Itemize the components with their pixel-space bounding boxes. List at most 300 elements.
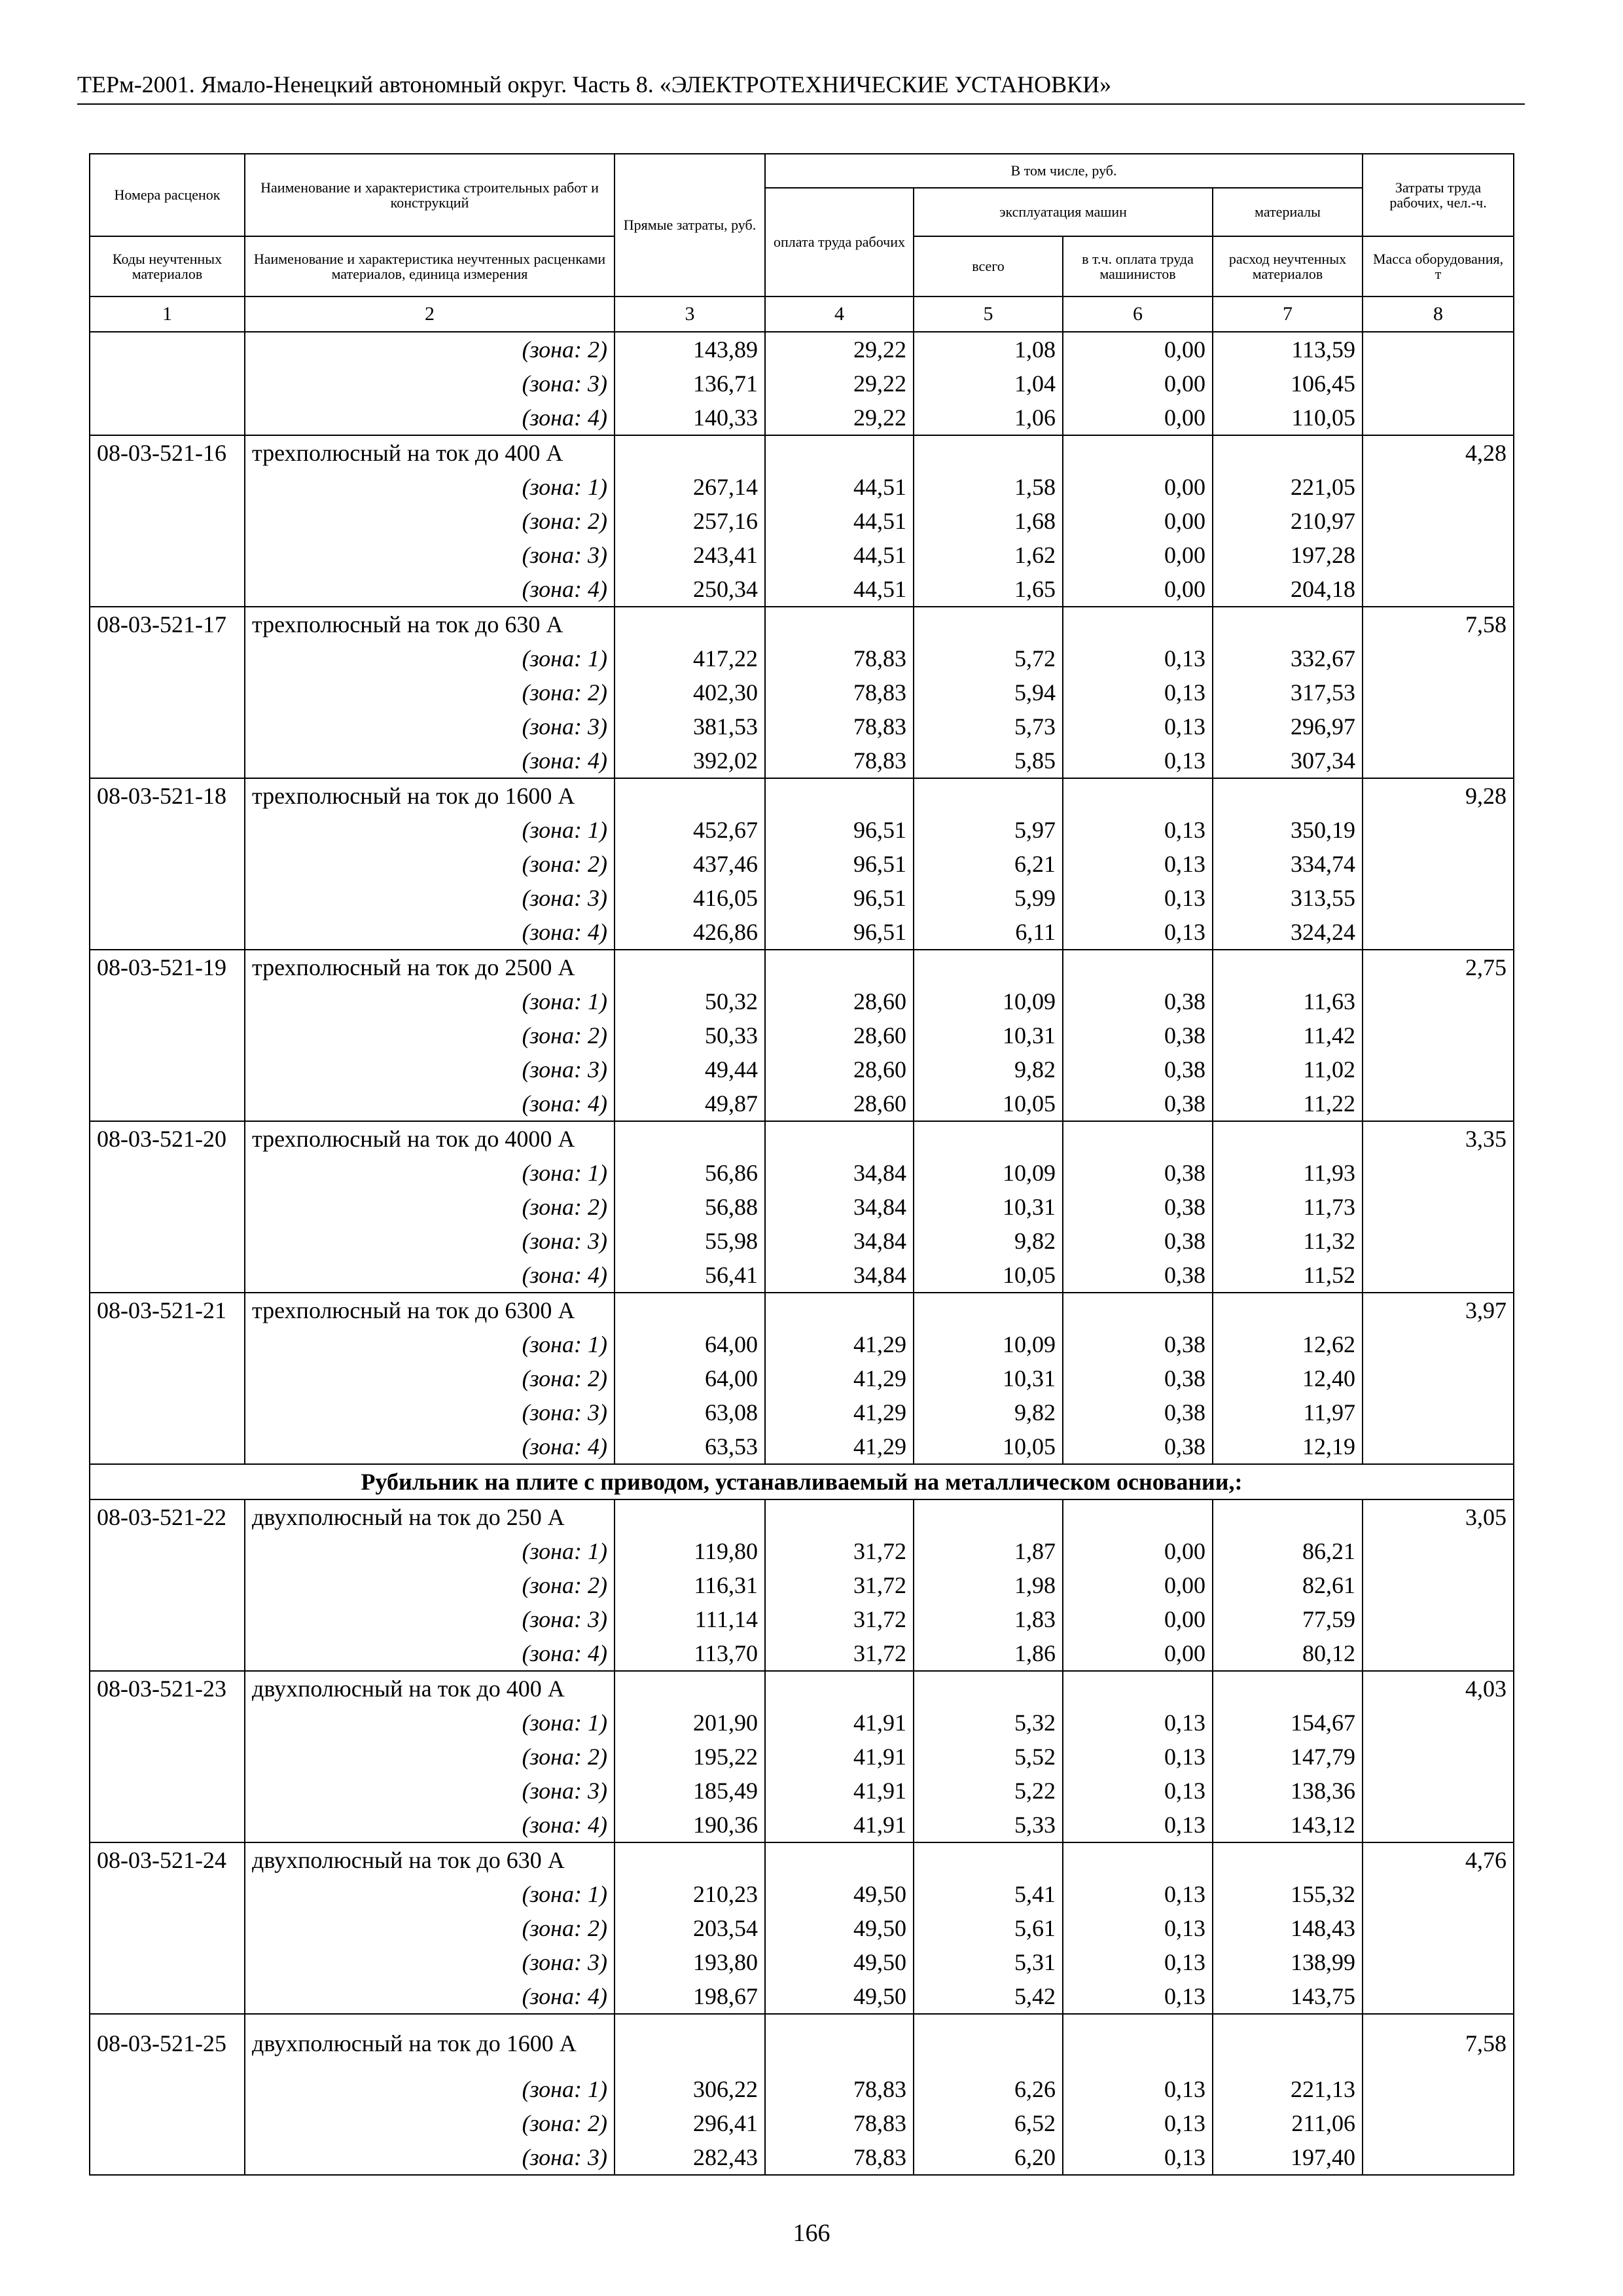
zone-row xyxy=(90,641,1514,675)
machines-labor: 0,00 xyxy=(1063,572,1213,607)
labor-cost-empty xyxy=(1363,1429,1514,1464)
zone-row xyxy=(90,1808,1514,1842)
materials-cell xyxy=(1213,1499,1363,1534)
zone-row xyxy=(90,332,1514,367)
machines-total: 1,65 xyxy=(914,572,1063,607)
zone-label: (зона: 4) xyxy=(245,1429,615,1464)
materials: 143,75 xyxy=(1213,1979,1363,2014)
rate-code-empty xyxy=(90,572,245,607)
rate-code-empty xyxy=(90,1224,245,1258)
machines-labor: 0,38 xyxy=(1063,1086,1213,1121)
labor-cost-empty xyxy=(1363,2072,1514,2106)
materials: 12,40 xyxy=(1213,1361,1363,1395)
direct-cost: 426,86 xyxy=(615,915,765,950)
direct-cost: 113,70 xyxy=(615,1636,765,1671)
direct-cost-cell xyxy=(615,1499,765,1534)
labor-pay-cell xyxy=(765,950,914,984)
column-number: 4 xyxy=(765,296,914,332)
zone-row xyxy=(90,984,1514,1018)
zone-label: (зона: 2) xyxy=(245,2106,615,2140)
labor-pay: 44,51 xyxy=(765,538,914,572)
zone-label: (зона: 3) xyxy=(245,538,615,572)
labor-cost-empty xyxy=(1363,641,1514,675)
rate-code-empty xyxy=(90,1190,245,1224)
materials-cell xyxy=(1213,435,1363,470)
labor-pay: 34,84 xyxy=(765,1190,914,1224)
zone-label: (зона: 4) xyxy=(245,1636,615,1671)
labor-pay: 96,51 xyxy=(765,915,914,950)
machines-labor: 0,13 xyxy=(1063,813,1213,847)
machines-labor: 0,38 xyxy=(1063,1156,1213,1190)
materials: 12,19 xyxy=(1213,1429,1363,1464)
header-material-codes: Коды неучтенных материалов xyxy=(90,236,245,296)
machines-cell xyxy=(914,1499,1063,1534)
labor-pay-cell xyxy=(765,778,914,813)
direct-cost: 201,90 xyxy=(615,1706,765,1740)
machines-total: 9,82 xyxy=(914,1224,1063,1258)
direct-cost-cell xyxy=(615,950,765,984)
labor-pay-cell xyxy=(765,1293,914,1327)
rate-code-empty xyxy=(90,504,245,538)
machines-total: 1,83 xyxy=(914,1602,1063,1636)
machines-cell xyxy=(914,778,1063,813)
labor-cost-empty xyxy=(1363,1018,1514,1052)
materials: 221,05 xyxy=(1213,470,1363,504)
labor-pay: 49,50 xyxy=(765,1877,914,1911)
machines-cell xyxy=(914,1671,1063,1706)
labor-cost-empty xyxy=(1363,367,1514,401)
labor-cost-empty xyxy=(1363,915,1514,950)
direct-cost: 250,34 xyxy=(615,572,765,607)
zone-row xyxy=(90,1945,1514,1979)
zone-label: (зона: 3) xyxy=(245,1602,615,1636)
rate-code-empty xyxy=(90,2106,245,2140)
zone-label: (зона: 1) xyxy=(245,2072,615,2106)
rate-item-row xyxy=(90,1293,1514,1327)
zone-label: (зона: 2) xyxy=(245,1740,615,1774)
labor-pay: 41,29 xyxy=(765,1395,914,1429)
labor-cost-empty xyxy=(1363,1086,1514,1121)
labor-cost-empty xyxy=(1363,2140,1514,2175)
header-material-names: Наименование и характеристика неучтенных расценками материалов, единица измерения xyxy=(245,236,615,296)
machines-labor-cell xyxy=(1063,1121,1213,1156)
machines-labor: 0,00 xyxy=(1063,1534,1213,1568)
zone-row xyxy=(90,1602,1514,1636)
zone-label: (зона: 4) xyxy=(245,572,615,607)
zone-row xyxy=(90,1911,1514,1945)
labor-cost-empty xyxy=(1363,744,1514,778)
labor-pay-cell xyxy=(765,435,914,470)
direct-cost: 63,08 xyxy=(615,1395,765,1429)
direct-cost: 243,41 xyxy=(615,538,765,572)
labor-cost-empty xyxy=(1363,1224,1514,1258)
labor-cost-empty xyxy=(1363,1156,1514,1190)
materials: 138,36 xyxy=(1213,1774,1363,1808)
machines-total: 5,42 xyxy=(914,1979,1063,2014)
labor-cost-empty xyxy=(1363,332,1514,367)
machines-labor: 0,38 xyxy=(1063,1429,1213,1464)
labor-cost-empty xyxy=(1363,675,1514,709)
direct-cost: 140,33 xyxy=(615,401,765,435)
machines-labor: 0,38 xyxy=(1063,1258,1213,1293)
machines-labor: 0,13 xyxy=(1063,881,1213,915)
column-number: 8 xyxy=(1363,296,1514,332)
rate-code-empty xyxy=(90,1395,245,1429)
zone-label: (зона: 2) xyxy=(245,675,615,709)
materials: 11,63 xyxy=(1213,984,1363,1018)
labor-pay: 28,60 xyxy=(765,984,914,1018)
materials-cell xyxy=(1213,1121,1363,1156)
rate-code: 08-03-521-19 xyxy=(90,950,245,984)
machines-labor: 0,38 xyxy=(1063,1018,1213,1052)
zone-label: (зона: 2) xyxy=(245,1190,615,1224)
labor-pay: 28,60 xyxy=(765,1086,914,1121)
rate-code-empty xyxy=(90,1258,245,1293)
materials: 197,40 xyxy=(1213,2140,1363,2175)
labor-cost-empty xyxy=(1363,538,1514,572)
labor-pay-cell xyxy=(765,1121,914,1156)
labor-pay: 31,72 xyxy=(765,1568,914,1602)
rate-code-empty xyxy=(90,1877,245,1911)
header-machines-labor: в т.ч. оплата труда машинистов xyxy=(1063,236,1213,296)
header-rate-numbers: Номера расценок xyxy=(90,154,245,236)
machines-total: 5,52 xyxy=(914,1740,1063,1774)
direct-cost: 267,14 xyxy=(615,470,765,504)
labor-pay: 96,51 xyxy=(765,881,914,915)
labor-pay: 49,50 xyxy=(765,1979,914,2014)
column-number: 2 xyxy=(245,296,615,332)
labor-cost: 4,28 xyxy=(1363,435,1514,470)
rate-code-empty xyxy=(90,881,245,915)
direct-cost-cell xyxy=(615,2014,765,2072)
labor-pay: 31,72 xyxy=(765,1534,914,1568)
zone-row xyxy=(90,1429,1514,1464)
labor-pay: 78,83 xyxy=(765,2072,914,2106)
labor-pay: 31,72 xyxy=(765,1602,914,1636)
rate-item-row xyxy=(90,1842,1514,1877)
materials: 221,13 xyxy=(1213,2072,1363,2106)
zone-label: (зона: 4) xyxy=(245,1979,615,2014)
materials: 211,06 xyxy=(1213,2106,1363,2140)
direct-cost-cell xyxy=(615,607,765,641)
header-materials-unaccounted: расход неучтенных материалов xyxy=(1213,236,1363,296)
rate-code-empty xyxy=(90,1979,245,2014)
materials: 106,45 xyxy=(1213,367,1363,401)
direct-cost-cell xyxy=(615,435,765,470)
zone-row xyxy=(90,744,1514,778)
labor-cost-empty xyxy=(1363,709,1514,744)
machines-total: 9,82 xyxy=(914,1052,1063,1086)
zone-row xyxy=(90,1534,1514,1568)
work-name: двухполюсный на ток до 400 А xyxy=(245,1671,615,1706)
labor-cost-empty xyxy=(1363,1808,1514,1842)
zone-label: (зона: 1) xyxy=(245,1156,615,1190)
materials: 11,42 xyxy=(1213,1018,1363,1052)
zone-row xyxy=(90,1740,1514,1774)
labor-pay: 78,83 xyxy=(765,744,914,778)
zone-row xyxy=(90,1636,1514,1671)
materials: 296,97 xyxy=(1213,709,1363,744)
rate-code-empty xyxy=(90,1808,245,1842)
header-labor-cost: Затраты труда рабочих, чел.-ч. xyxy=(1363,154,1514,236)
labor-cost-empty xyxy=(1363,1258,1514,1293)
zone-row xyxy=(90,2140,1514,2175)
machines-labor: 0,13 xyxy=(1063,709,1213,744)
zone-row xyxy=(90,881,1514,915)
zone-label: (зона: 3) xyxy=(245,1224,615,1258)
rate-code-empty xyxy=(90,538,245,572)
machines-total: 1,06 xyxy=(914,401,1063,435)
machines-labor: 0,00 xyxy=(1063,538,1213,572)
machines-labor: 0,38 xyxy=(1063,1190,1213,1224)
machines-labor-cell xyxy=(1063,1293,1213,1327)
labor-pay: 34,84 xyxy=(765,1224,914,1258)
column-number: 7 xyxy=(1213,296,1363,332)
zone-label: (зона: 1) xyxy=(245,641,615,675)
direct-cost-cell xyxy=(615,1121,765,1156)
zone-label: (зона: 1) xyxy=(245,984,615,1018)
machines-labor: 0,13 xyxy=(1063,2140,1213,2175)
direct-cost: 210,23 xyxy=(615,1877,765,1911)
machines-labor: 0,13 xyxy=(1063,744,1213,778)
work-name: трехполюсный на ток до 4000 А xyxy=(245,1121,615,1156)
machines-cell xyxy=(914,1121,1063,1156)
direct-cost: 402,30 xyxy=(615,675,765,709)
zone-row xyxy=(90,1224,1514,1258)
labor-pay: 49,50 xyxy=(765,1911,914,1945)
machines-total: 5,61 xyxy=(914,1911,1063,1945)
machines-labor: 0,00 xyxy=(1063,1602,1213,1636)
zone-label: (зона: 3) xyxy=(245,1945,615,1979)
machines-total: 5,32 xyxy=(914,1706,1063,1740)
zone-label: (зона: 4) xyxy=(245,915,615,950)
labor-cost-empty xyxy=(1363,504,1514,538)
labor-cost-empty xyxy=(1363,1911,1514,1945)
column-number: 3 xyxy=(615,296,765,332)
rates-table-container xyxy=(89,153,1513,2176)
machines-labor: 0,00 xyxy=(1063,367,1213,401)
direct-cost: 50,33 xyxy=(615,1018,765,1052)
zone-label: (зона: 2) xyxy=(245,332,615,367)
work-name: трехполюсный на ток до 400 А xyxy=(245,435,615,470)
labor-cost-empty xyxy=(1363,1602,1514,1636)
labor-pay: 41,29 xyxy=(765,1429,914,1464)
machines-total: 6,52 xyxy=(914,2106,1063,2140)
materials: 154,67 xyxy=(1213,1706,1363,1740)
rate-item-row xyxy=(90,1671,1514,1706)
materials: 197,28 xyxy=(1213,538,1363,572)
zone-row xyxy=(90,675,1514,709)
labor-pay: 28,60 xyxy=(765,1018,914,1052)
labor-cost: 3,97 xyxy=(1363,1293,1514,1327)
work-name: трехполюсный на ток до 2500 А xyxy=(245,950,615,984)
labor-cost-empty xyxy=(1363,881,1514,915)
direct-cost: 306,22 xyxy=(615,2072,765,2106)
rate-code-empty xyxy=(90,1534,245,1568)
machines-labor-cell xyxy=(1063,1671,1213,1706)
machines-labor: 0,13 xyxy=(1063,1740,1213,1774)
labor-pay: 96,51 xyxy=(765,813,914,847)
machines-cell xyxy=(914,1293,1063,1327)
machines-total: 10,05 xyxy=(914,1086,1063,1121)
labor-pay: 29,22 xyxy=(765,401,914,435)
zone-row xyxy=(90,1979,1514,2014)
rate-code: 08-03-521-21 xyxy=(90,1293,245,1327)
direct-cost: 296,41 xyxy=(615,2106,765,2140)
rate-item-row xyxy=(90,607,1514,641)
direct-cost: 195,22 xyxy=(615,1740,765,1774)
labor-cost: 7,58 xyxy=(1363,607,1514,641)
direct-cost: 56,86 xyxy=(615,1156,765,1190)
labor-cost-empty xyxy=(1363,2106,1514,2140)
rate-code: 08-03-521-18 xyxy=(90,778,245,813)
labor-pay: 44,51 xyxy=(765,470,914,504)
rate-code-empty xyxy=(90,1568,245,1602)
labor-pay: 78,83 xyxy=(765,2140,914,2175)
zone-row xyxy=(90,1052,1514,1086)
rate-code-empty xyxy=(90,1018,245,1052)
machines-labor: 0,38 xyxy=(1063,1327,1213,1361)
machines-total: 1,04 xyxy=(914,367,1063,401)
machines-total: 5,99 xyxy=(914,881,1063,915)
direct-cost: 136,71 xyxy=(615,367,765,401)
zone-label: (зона: 4) xyxy=(245,1258,615,1293)
labor-cost-empty xyxy=(1363,1636,1514,1671)
materials: 334,74 xyxy=(1213,847,1363,881)
direct-cost: 416,05 xyxy=(615,881,765,915)
direct-cost: 64,00 xyxy=(615,1361,765,1395)
labor-pay: 78,83 xyxy=(765,675,914,709)
zone-label: (зона: 4) xyxy=(245,401,615,435)
machines-labor: 0,38 xyxy=(1063,1395,1213,1429)
rate-code-empty xyxy=(90,1636,245,1671)
machines-total: 10,31 xyxy=(914,1361,1063,1395)
zone-label: (зона: 2) xyxy=(245,1911,615,1945)
labor-cost-empty xyxy=(1363,1706,1514,1740)
direct-cost: 203,54 xyxy=(615,1911,765,1945)
rate-code: 08-03-521-24 xyxy=(90,1842,245,1877)
rate-code-empty xyxy=(90,1706,245,1740)
machines-labor: 0,00 xyxy=(1063,504,1213,538)
rate-code-empty xyxy=(90,1052,245,1086)
zone-label: (зона: 3) xyxy=(245,1052,615,1086)
machines-labor-cell xyxy=(1063,950,1213,984)
zone-label: (зона: 1) xyxy=(245,1706,615,1740)
labor-cost-empty xyxy=(1363,470,1514,504)
direct-cost: 143,89 xyxy=(615,332,765,367)
rate-code-empty xyxy=(90,1086,245,1121)
zone-label: (зона: 2) xyxy=(245,1361,615,1395)
zone-label: (зона: 1) xyxy=(245,1327,615,1361)
machines-total: 1,62 xyxy=(914,538,1063,572)
machines-cell xyxy=(914,435,1063,470)
zone-label: (зона: 1) xyxy=(245,813,615,847)
zone-label: (зона: 3) xyxy=(245,881,615,915)
rate-code-empty xyxy=(90,470,245,504)
zone-row xyxy=(90,1706,1514,1740)
labor-cost-empty xyxy=(1363,401,1514,435)
rate-code-empty xyxy=(90,332,245,367)
rate-item-row xyxy=(90,778,1514,813)
machines-total: 1,87 xyxy=(914,1534,1063,1568)
direct-cost: 116,31 xyxy=(615,1568,765,1602)
zone-row xyxy=(90,1258,1514,1293)
rate-code-empty xyxy=(90,1327,245,1361)
labor-cost-empty xyxy=(1363,572,1514,607)
labor-cost: 4,76 xyxy=(1363,1842,1514,1877)
zone-row xyxy=(90,1361,1514,1395)
direct-cost: 55,98 xyxy=(615,1224,765,1258)
zone-row xyxy=(90,572,1514,607)
labor-cost-empty xyxy=(1363,1740,1514,1774)
header-materials: материалы xyxy=(1213,188,1363,236)
machines-labor: 0,00 xyxy=(1063,1568,1213,1602)
machines-total: 10,05 xyxy=(914,1258,1063,1293)
header-machines: эксплуатация машин xyxy=(914,188,1213,236)
materials: 77,59 xyxy=(1213,1602,1363,1636)
machines-total: 6,11 xyxy=(914,915,1063,950)
rate-code-empty xyxy=(90,2140,245,2175)
labor-pay: 29,22 xyxy=(765,332,914,367)
machines-total: 5,31 xyxy=(914,1945,1063,1979)
labor-cost-empty xyxy=(1363,1395,1514,1429)
machines-labor: 0,13 xyxy=(1063,1808,1213,1842)
zone-row xyxy=(90,401,1514,435)
machines-labor-cell xyxy=(1063,607,1213,641)
direct-cost: 437,46 xyxy=(615,847,765,881)
work-name: трехполюсный на ток до 1600 А xyxy=(245,778,615,813)
direct-cost: 63,53 xyxy=(615,1429,765,1464)
machines-total: 1,58 xyxy=(914,470,1063,504)
machines-labor: 0,13 xyxy=(1063,915,1213,950)
machines-labor-cell xyxy=(1063,1842,1213,1877)
labor-cost-empty xyxy=(1363,813,1514,847)
labor-pay: 41,29 xyxy=(765,1361,914,1395)
direct-cost: 56,88 xyxy=(615,1190,765,1224)
zone-row xyxy=(90,915,1514,950)
machines-labor: 0,13 xyxy=(1063,1979,1213,2014)
machines-total: 6,20 xyxy=(914,2140,1063,2175)
column-number: 1 xyxy=(90,296,245,332)
materials-cell xyxy=(1213,1671,1363,1706)
machines-cell xyxy=(914,950,1063,984)
labor-pay-cell xyxy=(765,1671,914,1706)
zone-label: (зона: 1) xyxy=(245,1534,615,1568)
rate-code-empty xyxy=(90,1740,245,1774)
header-including: В том числе, руб. xyxy=(765,154,1363,188)
direct-cost: 111,14 xyxy=(615,1602,765,1636)
labor-pay: 28,60 xyxy=(765,1052,914,1086)
rate-code-empty xyxy=(90,1429,245,1464)
materials: 11,97 xyxy=(1213,1395,1363,1429)
rate-item-row xyxy=(90,435,1514,470)
rate-code-empty xyxy=(90,984,245,1018)
machines-labor: 0,13 xyxy=(1063,1911,1213,1945)
materials: 11,73 xyxy=(1213,1190,1363,1224)
labor-cost-empty xyxy=(1363,1877,1514,1911)
materials: 11,22 xyxy=(1213,1086,1363,1121)
rate-code-empty xyxy=(90,915,245,950)
machines-total: 1,86 xyxy=(914,1636,1063,1671)
direct-cost: 417,22 xyxy=(615,641,765,675)
zone-label: (зона: 4) xyxy=(245,1808,615,1842)
zone-label: (зона: 2) xyxy=(245,1018,615,1052)
machines-total: 10,31 xyxy=(914,1018,1063,1052)
direct-cost: 49,44 xyxy=(615,1052,765,1086)
labor-pay: 44,51 xyxy=(765,504,914,538)
machines-total: 5,73 xyxy=(914,709,1063,744)
machines-labor-cell xyxy=(1063,1499,1213,1534)
